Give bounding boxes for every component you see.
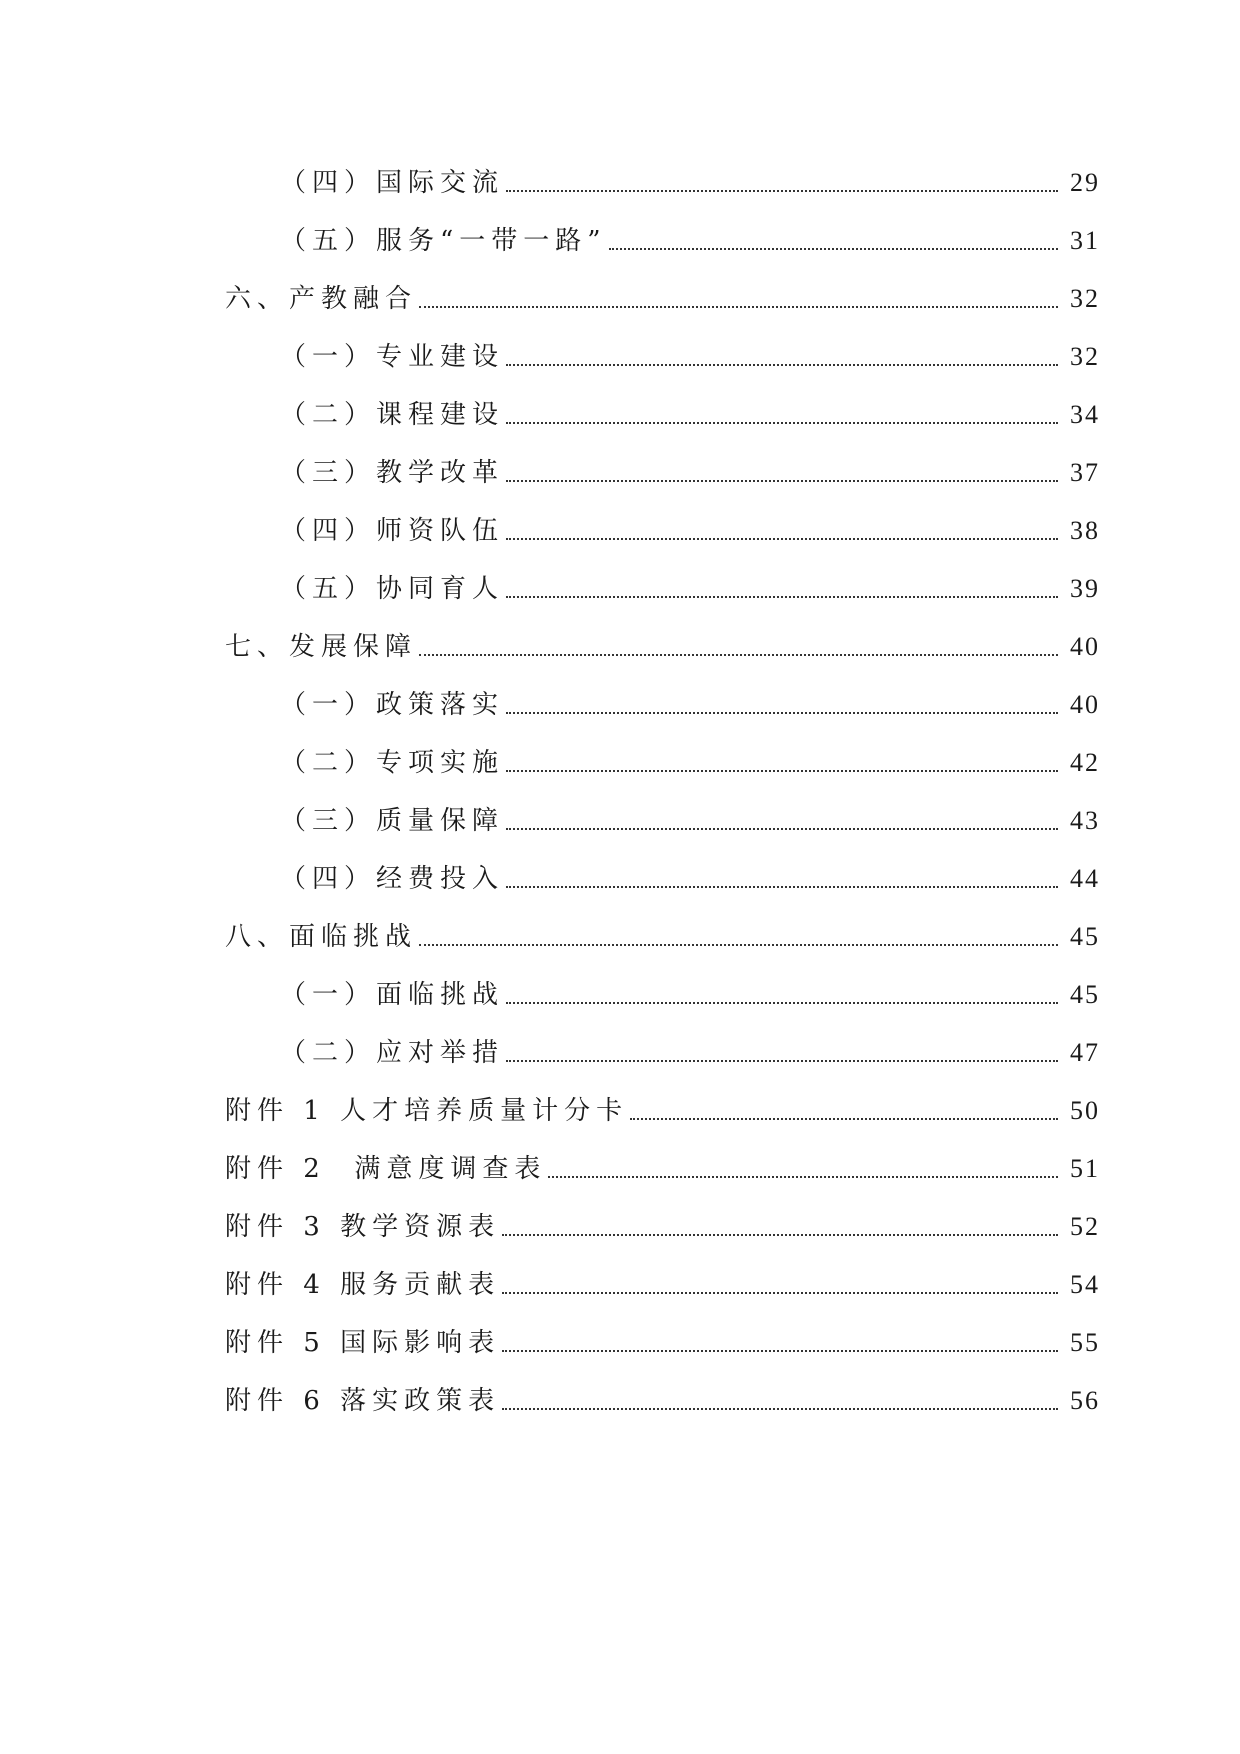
- toc-entry-label: （四）师资队伍: [280, 516, 505, 546]
- toc-entry-label: 六、产教融合: [225, 284, 418, 314]
- toc-entry-label: （一）政策落实: [280, 690, 505, 720]
- toc-entry[interactable]: [0, 732, 1240, 790]
- toc-entry-page: 42: [1070, 748, 1100, 777]
- toc-entry-label: 附件 2 满意度调查表: [225, 1154, 547, 1184]
- dot-leader: [502, 1292, 1058, 1294]
- dot-leader: [506, 828, 1058, 830]
- toc-entry-label: （五）服务“一带一路”: [280, 226, 607, 256]
- toc-entry-page: 38: [1070, 516, 1100, 545]
- dot-leader: [630, 1118, 1058, 1120]
- toc-entry-label: （一）面临挑战: [280, 980, 505, 1010]
- toc-entry[interactable]: [0, 384, 1240, 442]
- toc-entry-label: （二）专项实施: [280, 748, 505, 778]
- toc-entry[interactable]: [0, 1138, 1240, 1196]
- toc-entry-page: 56: [1070, 1386, 1100, 1415]
- toc-entry-label: 附件 4 服务贡献表: [225, 1270, 501, 1300]
- toc-entry-page: 45: [1070, 980, 1100, 1009]
- toc-entry-page: 32: [1070, 342, 1100, 371]
- toc-entry[interactable]: [0, 906, 1240, 964]
- toc-entry[interactable]: [0, 674, 1240, 732]
- toc-entry-page: 29: [1070, 168, 1100, 197]
- toc-entry-label: （五）协同育人: [280, 574, 505, 604]
- dot-leader: [419, 944, 1058, 946]
- toc-entry-page: 40: [1070, 690, 1100, 719]
- toc-entry-label: 附件 3 教学资源表: [225, 1212, 501, 1242]
- toc-entry[interactable]: [0, 152, 1240, 210]
- dot-leader: [506, 770, 1058, 772]
- dot-leader: [548, 1176, 1058, 1178]
- dot-leader: [506, 886, 1058, 888]
- toc-entry[interactable]: [0, 1080, 1240, 1138]
- toc-entry[interactable]: [0, 1370, 1240, 1428]
- dot-leader: [506, 190, 1058, 192]
- toc-entry-label: （四）经费投入: [280, 864, 505, 894]
- dot-leader: [506, 1002, 1058, 1004]
- dot-leader: [506, 422, 1058, 424]
- dot-leader: [506, 364, 1058, 366]
- toc-entry-page: 37: [1070, 458, 1100, 487]
- dot-leader: [506, 480, 1058, 482]
- toc-entry-page: 51: [1070, 1154, 1100, 1183]
- toc-entry-label: （一）专业建设: [280, 342, 505, 372]
- toc-entry-label: （二）应对举措: [280, 1038, 505, 1068]
- dot-leader: [419, 654, 1058, 656]
- dot-leader: [506, 596, 1058, 598]
- toc-entry-page: 32: [1070, 284, 1100, 313]
- toc-entry-label: 八、面临挑战: [225, 922, 418, 952]
- table-of-contents: [0, 152, 1240, 1428]
- toc-entry-label: （四）国际交流: [280, 168, 505, 198]
- toc-entry[interactable]: [0, 616, 1240, 674]
- dot-leader: [609, 248, 1058, 250]
- dot-leader: [419, 306, 1058, 308]
- toc-entry-page: 34: [1070, 400, 1100, 429]
- toc-entry[interactable]: [0, 442, 1240, 500]
- toc-entry-label: （三）质量保障: [280, 806, 505, 836]
- toc-entry-page: 50: [1070, 1096, 1100, 1125]
- toc-entry[interactable]: [0, 1312, 1240, 1370]
- toc-entry-page: 52: [1070, 1212, 1100, 1241]
- toc-entry-label: 附件 6 落实政策表: [225, 1386, 501, 1416]
- dot-leader: [506, 1060, 1058, 1062]
- toc-entry[interactable]: [0, 1022, 1240, 1080]
- toc-entry-page: 39: [1070, 574, 1100, 603]
- dot-leader: [506, 712, 1058, 714]
- toc-entry[interactable]: [0, 558, 1240, 616]
- dot-leader: [502, 1234, 1058, 1236]
- toc-entry-page: 40: [1070, 632, 1100, 661]
- toc-entry[interactable]: [0, 326, 1240, 384]
- toc-entry-page: 43: [1070, 806, 1100, 835]
- toc-entry[interactable]: [0, 790, 1240, 848]
- toc-entry-page: 47: [1070, 1038, 1100, 1067]
- toc-entry-page: 44: [1070, 864, 1100, 893]
- toc-entry-page: 31: [1070, 226, 1100, 255]
- toc-entry[interactable]: [0, 964, 1240, 1022]
- toc-entry[interactable]: [0, 1196, 1240, 1254]
- toc-entry-page: 45: [1070, 922, 1100, 951]
- toc-entry-label: 附件 5 国际影响表: [225, 1328, 501, 1358]
- toc-entry-label: （二）课程建设: [280, 400, 505, 430]
- toc-entry-label: 附件 1 人才培养质量计分卡: [225, 1096, 629, 1126]
- toc-entry[interactable]: [0, 500, 1240, 558]
- toc-entry[interactable]: [0, 1254, 1240, 1312]
- toc-entry-label: （三）教学改革: [280, 458, 505, 488]
- dot-leader: [502, 1350, 1058, 1352]
- dot-leader: [502, 1408, 1058, 1410]
- toc-entry[interactable]: [0, 268, 1240, 326]
- dot-leader: [506, 538, 1058, 540]
- toc-entry-page: 55: [1070, 1328, 1100, 1357]
- toc-entry-label: 七、发展保障: [225, 632, 418, 662]
- toc-entry-page: 54: [1070, 1270, 1100, 1299]
- toc-entry[interactable]: [0, 848, 1240, 906]
- toc-entry[interactable]: [0, 210, 1240, 268]
